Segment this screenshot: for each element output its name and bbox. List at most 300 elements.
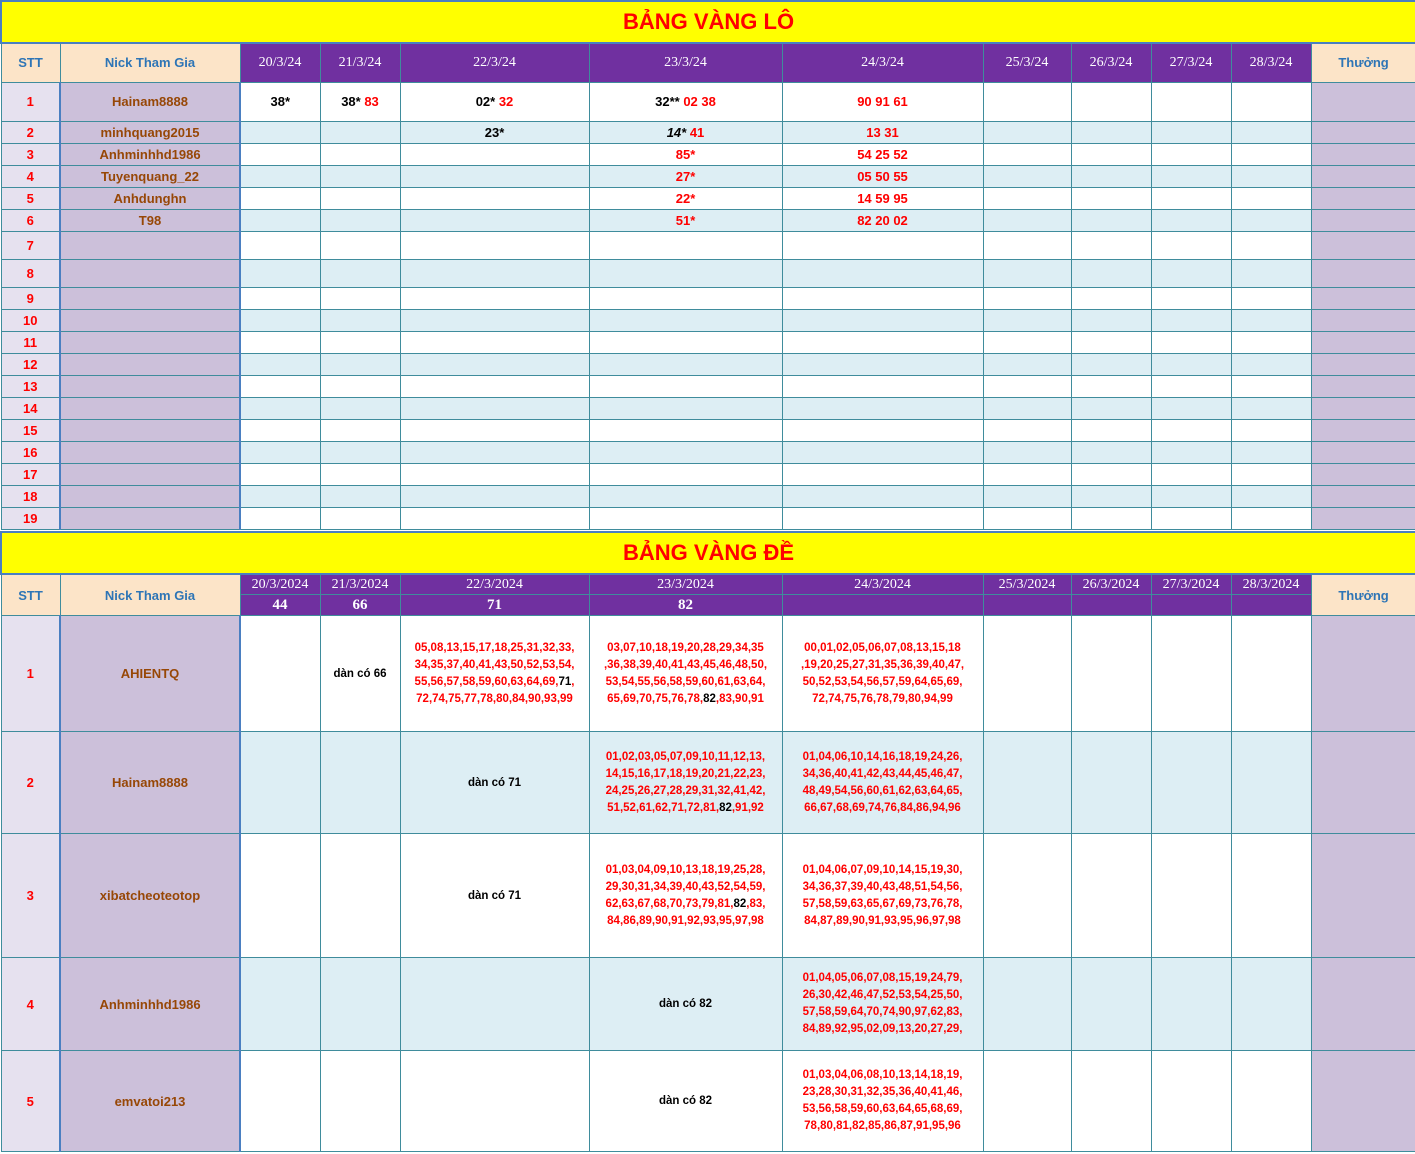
nick-cell[interactable]: Anhdunghn bbox=[60, 187, 240, 209]
thuong-cell[interactable] bbox=[1311, 187, 1415, 209]
lo-entry-cell[interactable] bbox=[1151, 463, 1231, 485]
number-list-cell[interactable] bbox=[782, 732, 983, 834]
empty-cell[interactable] bbox=[1151, 732, 1231, 834]
row-number[interactable]: 2 bbox=[1, 121, 60, 143]
lo-entry-cell[interactable] bbox=[400, 143, 589, 165]
empty-cell[interactable] bbox=[1071, 732, 1151, 834]
lo-entry-cell[interactable] bbox=[240, 397, 320, 419]
row-number[interactable]: 5 bbox=[1, 187, 60, 209]
lo-entry-cell[interactable] bbox=[1151, 259, 1231, 287]
row-number[interactable]: 17 bbox=[1, 463, 60, 485]
lo-entry-cell[interactable] bbox=[1151, 441, 1231, 463]
row-number[interactable]: 3 bbox=[1, 834, 60, 958]
lo-entry-cell[interactable] bbox=[240, 507, 320, 529]
nick-cell[interactable] bbox=[60, 231, 240, 259]
lo-header-date[interactable]: 24/3/24 bbox=[782, 43, 983, 82]
lo-entry-cell[interactable] bbox=[400, 209, 589, 231]
lo-entry-cell[interactable] bbox=[400, 187, 589, 209]
lo-entry-cell[interactable] bbox=[983, 187, 1071, 209]
lo-entry-cell[interactable] bbox=[240, 187, 320, 209]
thuong-cell[interactable] bbox=[1311, 209, 1415, 231]
lo-entry-cell[interactable] bbox=[589, 419, 782, 441]
lo-entry-cell[interactable] bbox=[782, 309, 983, 331]
lo-header-date[interactable]: 20/3/24 bbox=[240, 43, 320, 82]
lo-entry-cell[interactable] bbox=[983, 121, 1071, 143]
dan-note-cell[interactable]: dàn có 66 bbox=[320, 616, 400, 732]
empty-cell[interactable] bbox=[320, 958, 400, 1051]
lo-entry-cell[interactable] bbox=[983, 82, 1071, 121]
number-list-cell[interactable] bbox=[782, 1051, 983, 1152]
lo-entry-cell[interactable] bbox=[1231, 353, 1311, 375]
nick-cell[interactable]: Hainam8888 bbox=[60, 82, 240, 121]
lo-entry-cell[interactable] bbox=[983, 143, 1071, 165]
lo-entry-cell[interactable] bbox=[1151, 231, 1231, 259]
thuong-cell[interactable] bbox=[1311, 259, 1415, 287]
lo-entry-cell[interactable] bbox=[240, 419, 320, 441]
lo-entry-cell[interactable] bbox=[400, 331, 589, 353]
lo-entry-cell[interactable] bbox=[400, 353, 589, 375]
empty-cell[interactable] bbox=[240, 958, 320, 1051]
empty-cell[interactable] bbox=[1231, 958, 1311, 1051]
number-list-cell[interactable] bbox=[782, 958, 983, 1051]
lo-entry-cell[interactable] bbox=[782, 353, 983, 375]
empty-cell[interactable] bbox=[1151, 834, 1231, 958]
nick-cell[interactable]: minhquang2015 bbox=[60, 121, 240, 143]
row-number[interactable]: 8 bbox=[1, 259, 60, 287]
lo-entry-cell[interactable] bbox=[983, 165, 1071, 187]
lo-entry-cell[interactable] bbox=[589, 82, 782, 121]
nick-cell[interactable] bbox=[60, 259, 240, 287]
lo-entry-cell[interactable] bbox=[400, 375, 589, 397]
lo-entry-cell[interactable] bbox=[782, 231, 983, 259]
de-header-thuong[interactable]: Thưởng bbox=[1311, 574, 1415, 616]
lo-entry-cell[interactable] bbox=[983, 209, 1071, 231]
de-header-date[interactable]: 25/3/2024 bbox=[983, 574, 1071, 595]
lo-entry-cell[interactable] bbox=[589, 485, 782, 507]
thuong-cell[interactable] bbox=[1311, 121, 1415, 143]
lo-entry-cell[interactable] bbox=[782, 187, 983, 209]
lo-entry-cell[interactable] bbox=[1151, 397, 1231, 419]
lo-header-date[interactable]: 23/3/24 bbox=[589, 43, 782, 82]
lo-entry-cell[interactable] bbox=[240, 309, 320, 331]
lo-entry-cell[interactable] bbox=[1071, 231, 1151, 259]
lo-entry-cell[interactable] bbox=[240, 463, 320, 485]
lo-entry-cell[interactable] bbox=[320, 419, 400, 441]
lo-entry-cell[interactable] bbox=[983, 507, 1071, 529]
nick-cell[interactable] bbox=[60, 375, 240, 397]
lo-entry-cell[interactable] bbox=[320, 507, 400, 529]
row-number[interactable]: 5 bbox=[1, 1051, 60, 1152]
nick-cell[interactable] bbox=[60, 507, 240, 529]
thuong-cell[interactable] bbox=[1311, 287, 1415, 309]
empty-cell[interactable] bbox=[400, 958, 589, 1051]
row-number[interactable]: 18 bbox=[1, 485, 60, 507]
lo-entry-cell[interactable] bbox=[1231, 375, 1311, 397]
lo-entry-cell[interactable] bbox=[1231, 121, 1311, 143]
empty-cell[interactable] bbox=[240, 732, 320, 834]
lo-entry-cell[interactable] bbox=[983, 397, 1071, 419]
thuong-cell[interactable] bbox=[1311, 834, 1415, 958]
nick-cell[interactable]: Hainam8888 bbox=[60, 732, 240, 834]
lo-entry-cell[interactable] bbox=[983, 309, 1071, 331]
thuong-cell[interactable] bbox=[1311, 507, 1415, 529]
empty-cell[interactable] bbox=[1071, 834, 1151, 958]
lo-entry-cell[interactable] bbox=[589, 121, 782, 143]
lo-entry-cell[interactable] bbox=[589, 187, 782, 209]
row-number[interactable]: 3 bbox=[1, 143, 60, 165]
lo-entry-cell[interactable] bbox=[1231, 143, 1311, 165]
nick-cell[interactable] bbox=[60, 441, 240, 463]
row-number[interactable]: 16 bbox=[1, 441, 60, 463]
thuong-cell[interactable] bbox=[1311, 732, 1415, 834]
de-header-date[interactable]: 27/3/2024 bbox=[1151, 574, 1231, 595]
de-header-date[interactable]: 26/3/2024 bbox=[1071, 574, 1151, 595]
lo-entry-cell[interactable] bbox=[400, 507, 589, 529]
lo-header-date[interactable]: 25/3/24 bbox=[983, 43, 1071, 82]
de-result[interactable]: 71 bbox=[400, 595, 589, 616]
lo-entry-cell[interactable] bbox=[1231, 187, 1311, 209]
lo-entry-cell[interactable] bbox=[240, 331, 320, 353]
empty-cell[interactable] bbox=[983, 958, 1071, 1051]
empty-cell[interactable] bbox=[240, 616, 320, 732]
row-number[interactable]: 7 bbox=[1, 231, 60, 259]
lo-entry-cell[interactable] bbox=[400, 231, 589, 259]
lo-entry-cell[interactable] bbox=[320, 375, 400, 397]
lo-entry-cell[interactable] bbox=[1231, 309, 1311, 331]
lo-entry-cell[interactable] bbox=[1071, 507, 1151, 529]
de-header-nick[interactable]: Nick Tham Gia bbox=[60, 574, 240, 616]
empty-cell[interactable] bbox=[1231, 834, 1311, 958]
lo-entry-cell[interactable] bbox=[240, 165, 320, 187]
lo-entry-cell[interactable] bbox=[1071, 121, 1151, 143]
nick-cell[interactable]: AHIENTQ bbox=[60, 616, 240, 732]
number-list-cell[interactable] bbox=[589, 834, 782, 958]
nick-cell[interactable] bbox=[60, 309, 240, 331]
nick-cell[interactable]: Anhminhhd1986 bbox=[60, 143, 240, 165]
lo-entry-cell[interactable] bbox=[1231, 397, 1311, 419]
lo-entry-cell[interactable] bbox=[1071, 287, 1151, 309]
de-header-date[interactable]: 22/3/2024 bbox=[400, 574, 589, 595]
nick-cell[interactable]: T98 bbox=[60, 209, 240, 231]
nick-cell[interactable]: Tuyenquang_22 bbox=[60, 165, 240, 187]
lo-entry-cell[interactable] bbox=[1071, 165, 1151, 187]
lo-entry-cell[interactable] bbox=[1151, 331, 1231, 353]
lo-entry-cell[interactable] bbox=[400, 82, 589, 121]
empty-cell[interactable] bbox=[240, 834, 320, 958]
lo-entry-cell[interactable] bbox=[1071, 331, 1151, 353]
lo-entry-cell[interactable] bbox=[240, 375, 320, 397]
lo-entry-cell[interactable] bbox=[1151, 507, 1231, 529]
thuong-cell[interactable] bbox=[1311, 375, 1415, 397]
thuong-cell[interactable] bbox=[1311, 309, 1415, 331]
thuong-cell[interactable] bbox=[1311, 463, 1415, 485]
row-number[interactable]: 9 bbox=[1, 287, 60, 309]
lo-entry-cell[interactable] bbox=[320, 331, 400, 353]
nick-cell[interactable] bbox=[60, 353, 240, 375]
row-number[interactable]: 11 bbox=[1, 331, 60, 353]
lo-entry-cell[interactable] bbox=[1071, 259, 1151, 287]
lo-entry-cell[interactable] bbox=[1231, 463, 1311, 485]
lo-entry-cell[interactable] bbox=[1231, 259, 1311, 287]
thuong-cell[interactable] bbox=[1311, 331, 1415, 353]
lo-entry-cell[interactable] bbox=[1151, 485, 1231, 507]
lo-header-thuong[interactable]: Thưởng bbox=[1311, 43, 1415, 82]
lo-entry-cell[interactable] bbox=[320, 463, 400, 485]
lo-entry-cell[interactable] bbox=[1071, 209, 1151, 231]
lo-entry-cell[interactable] bbox=[782, 419, 983, 441]
thuong-cell[interactable] bbox=[1311, 353, 1415, 375]
lo-entry-cell[interactable] bbox=[983, 231, 1071, 259]
empty-cell[interactable] bbox=[983, 616, 1071, 732]
lo-entry-cell[interactable] bbox=[782, 375, 983, 397]
lo-entry-cell[interactable] bbox=[782, 397, 983, 419]
lo-entry-cell[interactable] bbox=[589, 259, 782, 287]
lo-entry-cell[interactable] bbox=[240, 259, 320, 287]
lo-entry-cell[interactable] bbox=[589, 375, 782, 397]
empty-cell[interactable] bbox=[1231, 1051, 1311, 1152]
lo-entry-cell[interactable] bbox=[1071, 463, 1151, 485]
empty-cell[interactable] bbox=[1231, 616, 1311, 732]
lo-entry-cell[interactable] bbox=[983, 441, 1071, 463]
empty-cell[interactable] bbox=[240, 1051, 320, 1152]
lo-entry-cell[interactable] bbox=[983, 419, 1071, 441]
lo-entry-cell[interactable] bbox=[1231, 331, 1311, 353]
lo-entry-cell[interactable] bbox=[782, 209, 983, 231]
lo-entry-cell[interactable] bbox=[1151, 309, 1231, 331]
lo-entry-cell[interactable] bbox=[320, 485, 400, 507]
nick-cell[interactable] bbox=[60, 419, 240, 441]
de-header-date[interactable]: 21/3/2024 bbox=[320, 574, 400, 595]
lo-entry-cell[interactable] bbox=[983, 375, 1071, 397]
lo-entry-cell[interactable] bbox=[320, 187, 400, 209]
lo-entry-cell[interactable] bbox=[1071, 309, 1151, 331]
lo-entry-cell[interactable] bbox=[1151, 209, 1231, 231]
dan-note-cell[interactable]: dàn có 82 bbox=[589, 1051, 782, 1152]
thuong-cell[interactable] bbox=[1311, 419, 1415, 441]
lo-entry-cell[interactable] bbox=[1071, 485, 1151, 507]
number-list-cell[interactable] bbox=[782, 834, 983, 958]
row-number[interactable]: 19 bbox=[1, 507, 60, 529]
lo-entry-cell[interactable] bbox=[1151, 121, 1231, 143]
de-result[interactable]: 82 bbox=[589, 595, 782, 616]
lo-entry-cell[interactable] bbox=[1231, 209, 1311, 231]
lo-header-date[interactable]: 27/3/24 bbox=[1151, 43, 1231, 82]
lo-entry-cell[interactable] bbox=[320, 143, 400, 165]
row-number[interactable]: 12 bbox=[1, 353, 60, 375]
lo-entry-cell[interactable] bbox=[782, 121, 983, 143]
lo-entry-cell[interactable] bbox=[400, 397, 589, 419]
empty-cell[interactable] bbox=[1151, 1051, 1231, 1152]
empty-cell[interactable] bbox=[320, 1051, 400, 1152]
nick-cell[interactable]: xibatcheoteotop bbox=[60, 834, 240, 958]
number-list-cell[interactable] bbox=[782, 616, 983, 732]
lo-entry-cell[interactable] bbox=[320, 165, 400, 187]
lo-entry-cell[interactable] bbox=[589, 331, 782, 353]
thuong-cell[interactable] bbox=[1311, 231, 1415, 259]
lo-entry-cell[interactable] bbox=[782, 331, 983, 353]
lo-entry-cell[interactable] bbox=[240, 231, 320, 259]
lo-entry-cell[interactable] bbox=[782, 507, 983, 529]
lo-entry-cell[interactable] bbox=[1151, 165, 1231, 187]
lo-entry-cell[interactable] bbox=[1231, 419, 1311, 441]
lo-entry-cell[interactable] bbox=[1071, 143, 1151, 165]
row-number[interactable]: 10 bbox=[1, 309, 60, 331]
empty-cell[interactable] bbox=[1231, 732, 1311, 834]
de-header-date[interactable]: 23/3/2024 bbox=[589, 574, 782, 595]
lo-header-date[interactable]: 28/3/24 bbox=[1231, 43, 1311, 82]
lo-entry-cell[interactable] bbox=[400, 309, 589, 331]
row-number[interactable]: 13 bbox=[1, 375, 60, 397]
row-number[interactable]: 6 bbox=[1, 209, 60, 231]
empty-cell[interactable] bbox=[1071, 616, 1151, 732]
lo-entry-cell[interactable] bbox=[240, 82, 320, 121]
lo-entry-cell[interactable] bbox=[1231, 507, 1311, 529]
lo-entry-cell[interactable] bbox=[1071, 397, 1151, 419]
nick-cell[interactable] bbox=[60, 463, 240, 485]
number-list-cell[interactable] bbox=[589, 616, 782, 732]
nick-cell[interactable]: Anhminhhd1986 bbox=[60, 958, 240, 1051]
lo-entry-cell[interactable] bbox=[589, 397, 782, 419]
row-number[interactable]: 14 bbox=[1, 397, 60, 419]
de-result[interactable]: 66 bbox=[320, 595, 400, 616]
lo-entry-cell[interactable] bbox=[240, 209, 320, 231]
lo-entry-cell[interactable] bbox=[1151, 143, 1231, 165]
lo-entry-cell[interactable] bbox=[320, 353, 400, 375]
lo-entry-cell[interactable] bbox=[320, 441, 400, 463]
thuong-cell[interactable] bbox=[1311, 485, 1415, 507]
lo-entry-cell[interactable] bbox=[1071, 353, 1151, 375]
lo-entry-cell[interactable] bbox=[1151, 187, 1231, 209]
lo-entry-cell[interactable] bbox=[1151, 419, 1231, 441]
thuong-cell[interactable] bbox=[1311, 397, 1415, 419]
lo-entry-cell[interactable] bbox=[240, 121, 320, 143]
lo-entry-cell[interactable] bbox=[400, 287, 589, 309]
lo-entry-cell[interactable] bbox=[589, 353, 782, 375]
thuong-cell[interactable] bbox=[1311, 441, 1415, 463]
empty-cell[interactable] bbox=[400, 1051, 589, 1152]
empty-cell[interactable] bbox=[1151, 616, 1231, 732]
lo-entry-cell[interactable] bbox=[589, 463, 782, 485]
dan-note-cell[interactable]: dàn có 71 bbox=[400, 732, 589, 834]
empty-cell[interactable] bbox=[320, 732, 400, 834]
lo-entry-cell[interactable] bbox=[1231, 231, 1311, 259]
lo-entry-cell[interactable] bbox=[1151, 287, 1231, 309]
row-number[interactable]: 2 bbox=[1, 732, 60, 834]
lo-entry-cell[interactable] bbox=[400, 165, 589, 187]
lo-entry-cell[interactable] bbox=[320, 259, 400, 287]
lo-entry-cell[interactable] bbox=[983, 353, 1071, 375]
empty-cell[interactable] bbox=[1151, 958, 1231, 1051]
lo-entry-cell[interactable] bbox=[589, 231, 782, 259]
lo-entry-cell[interactable] bbox=[589, 507, 782, 529]
lo-entry-cell[interactable] bbox=[320, 121, 400, 143]
lo-entry-cell[interactable] bbox=[589, 165, 782, 187]
lo-entry-cell[interactable] bbox=[1071, 419, 1151, 441]
de-header-date[interactable]: 20/3/2024 bbox=[240, 574, 320, 595]
thuong-cell[interactable] bbox=[1311, 1051, 1415, 1152]
lo-entry-cell[interactable] bbox=[320, 82, 400, 121]
lo-entry-cell[interactable] bbox=[320, 309, 400, 331]
nick-cell[interactable] bbox=[60, 331, 240, 353]
lo-entry-cell[interactable] bbox=[983, 485, 1071, 507]
lo-entry-cell[interactable] bbox=[589, 441, 782, 463]
thuong-cell[interactable] bbox=[1311, 143, 1415, 165]
lo-header-stt[interactable]: STT bbox=[1, 43, 60, 82]
lo-entry-cell[interactable] bbox=[782, 485, 983, 507]
lo-entry-cell[interactable] bbox=[1071, 375, 1151, 397]
lo-entry-cell[interactable] bbox=[782, 441, 983, 463]
thuong-cell[interactable] bbox=[1311, 958, 1415, 1051]
thuong-cell[interactable] bbox=[1311, 165, 1415, 187]
lo-header-nick[interactable]: Nick Tham Gia bbox=[60, 43, 240, 82]
number-list-cell[interactable] bbox=[589, 732, 782, 834]
thuong-cell[interactable] bbox=[1311, 82, 1415, 121]
lo-entry-cell[interactable] bbox=[782, 259, 983, 287]
nick-cell[interactable] bbox=[60, 397, 240, 419]
dan-note-cell[interactable]: dàn có 82 bbox=[589, 958, 782, 1051]
empty-cell[interactable] bbox=[1071, 958, 1151, 1051]
number-list-cell[interactable] bbox=[400, 616, 589, 732]
lo-entry-cell[interactable] bbox=[400, 441, 589, 463]
empty-cell[interactable] bbox=[1071, 1051, 1151, 1152]
lo-entry-cell[interactable] bbox=[589, 287, 782, 309]
lo-entry-cell[interactable] bbox=[1151, 375, 1231, 397]
lo-entry-cell[interactable] bbox=[1231, 441, 1311, 463]
lo-entry-cell[interactable] bbox=[240, 485, 320, 507]
row-number[interactable]: 4 bbox=[1, 165, 60, 187]
lo-entry-cell[interactable] bbox=[240, 287, 320, 309]
lo-entry-cell[interactable] bbox=[1231, 165, 1311, 187]
lo-entry-cell[interactable] bbox=[782, 143, 983, 165]
lo-entry-cell[interactable] bbox=[589, 309, 782, 331]
row-number[interactable]: 1 bbox=[1, 82, 60, 121]
lo-entry-cell[interactable] bbox=[782, 463, 983, 485]
lo-entry-cell[interactable] bbox=[240, 143, 320, 165]
lo-entry-cell[interactable] bbox=[320, 209, 400, 231]
lo-entry-cell[interactable] bbox=[1071, 187, 1151, 209]
lo-entry-cell[interactable] bbox=[1071, 441, 1151, 463]
de-result[interactable] bbox=[1231, 595, 1311, 616]
de-result[interactable]: 44 bbox=[240, 595, 320, 616]
row-number[interactable]: 1 bbox=[1, 616, 60, 732]
lo-entry-cell[interactable] bbox=[400, 121, 589, 143]
empty-cell[interactable] bbox=[983, 732, 1071, 834]
lo-entry-cell[interactable] bbox=[983, 287, 1071, 309]
lo-entry-cell[interactable] bbox=[400, 259, 589, 287]
lo-entry-cell[interactable] bbox=[589, 143, 782, 165]
lo-entry-cell[interactable] bbox=[782, 287, 983, 309]
lo-entry-cell[interactable] bbox=[782, 82, 983, 121]
lo-entry-cell[interactable] bbox=[1231, 82, 1311, 121]
lo-entry-cell[interactable] bbox=[1071, 82, 1151, 121]
lo-entry-cell[interactable] bbox=[400, 419, 589, 441]
empty-cell[interactable] bbox=[983, 834, 1071, 958]
nick-cell[interactable] bbox=[60, 287, 240, 309]
de-result[interactable] bbox=[782, 595, 983, 616]
lo-entry-cell[interactable] bbox=[320, 397, 400, 419]
de-result[interactable] bbox=[1071, 595, 1151, 616]
empty-cell[interactable] bbox=[320, 834, 400, 958]
de-header-date[interactable]: 24/3/2024 bbox=[782, 574, 983, 595]
lo-entry-cell[interactable] bbox=[240, 441, 320, 463]
de-header-stt[interactable]: STT bbox=[1, 574, 60, 616]
lo-entry-cell[interactable] bbox=[400, 485, 589, 507]
nick-cell[interactable] bbox=[60, 485, 240, 507]
lo-entry-cell[interactable] bbox=[240, 353, 320, 375]
de-result[interactable] bbox=[983, 595, 1071, 616]
lo-entry-cell[interactable] bbox=[400, 463, 589, 485]
de-header-date[interactable]: 28/3/2024 bbox=[1231, 574, 1311, 595]
